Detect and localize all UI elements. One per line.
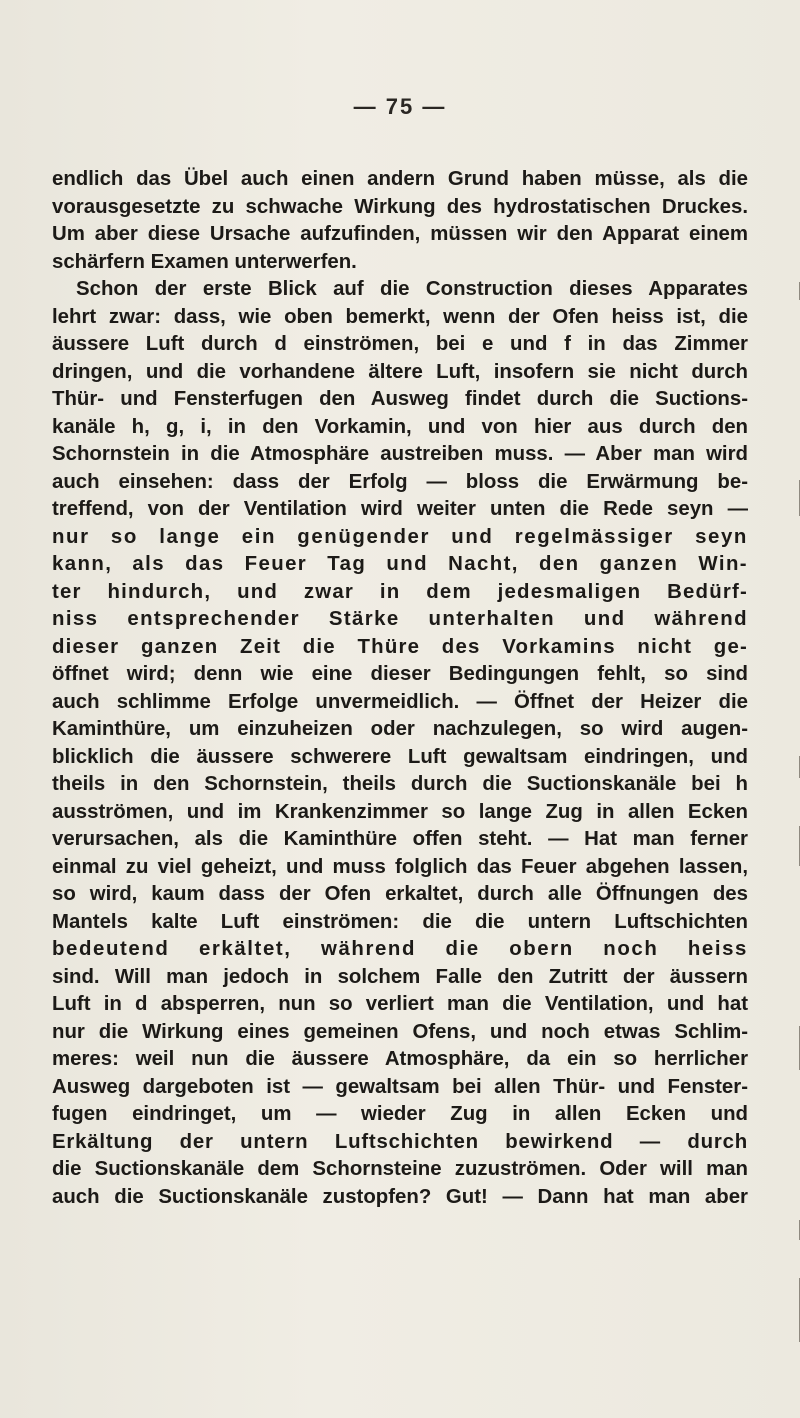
text-line: auch die Suctionskanäle zustopfen? Gut! — Dann hat man aber — [52, 1185, 748, 1208]
gutter-mark — [793, 1220, 800, 1240]
text-line: Erkältung der untern Luftschichten bewirkend — durch — [52, 1130, 748, 1153]
text-line: theils in den Schornstein, theils durch die Suctionskanäle bei h — [52, 773, 748, 795]
text-line: Kaminthüre, um einzuheizen oder nachzulegen, so wird augen- — [52, 718, 748, 740]
text-line: nur so lange ein genügender und regelmässiger seyn — [52, 525, 748, 548]
text-line: öffnet wird; denn wie eine dieser Bedingungen fehlt, so sind — [52, 663, 748, 685]
text-line: ter hindurch, und zwar in dem jedesmaligen Bedürf- — [52, 580, 748, 603]
text-line: endlich das Übel auch einen andern Grund haben müsse, als die — [52, 168, 748, 190]
gutter-mark — [793, 1278, 800, 1342]
text-line: lehrt zwar: dass, wie oben bemerkt, wenn der Ofen heiss ist, die — [52, 305, 748, 328]
text-line: die Suctionskanäle dem Schornsteine zuzuströmen. Oder will man — [52, 1158, 748, 1180]
gutter-mark — [793, 480, 800, 516]
text-line: Mantels kalte Luft einströmen: die die untern Luftschichten — [52, 910, 748, 933]
text-line: dringen, und die vorhandene ältere Luft, insofern sie nicht durch — [52, 360, 748, 383]
text-line: Thür- und Fensterfugen den Ausweg findet durch die Suctions- — [52, 388, 748, 410]
text-line: ausströmen, und im Krankenzimmer so lange Zug in allen Ecken — [52, 800, 748, 823]
text-line: blicklich die äussere schwerere Luft gewaltsam eindringen, und — [52, 745, 748, 768]
text-line: äussere Luft durch d einströmen, bei e und f in das Zimmer — [52, 333, 748, 355]
text-line: kann, als das Feuer Tag und Nacht, den ganzen Win- — [52, 553, 748, 575]
text-line: verursachen, als die Kaminthüre offen steht. — Hat man ferner — [52, 828, 748, 850]
page-number: — 75 — — [353, 94, 447, 119]
gutter-mark — [793, 1026, 800, 1070]
text-line: meres: weil nun die äussere Atmosphäre, da ein so herrlicher — [52, 1048, 748, 1070]
text-line: kanäle h, g, i, in den Vorkamin, und von hier aus durch den — [52, 415, 748, 438]
text-line: auch einsehen: dass der Erfolg — bloss die Erwärmung be- — [52, 470, 748, 493]
body-text — [52, 166, 748, 1211]
gutter-mark — [793, 826, 800, 866]
text-line: Um aber diese Ursache aufzufinden, müssen wir den Apparat einem — [52, 223, 748, 245]
text-line: so wird, kaum dass der Ofen erkaltet, durch alle Öffnungen des — [52, 883, 748, 905]
text-line: bedeutend erkältet, während die obern noch heiss — [52, 938, 748, 960]
gutter-mark — [793, 756, 800, 778]
text-line: niss entsprechender Stärke unterhalten und während — [52, 608, 748, 630]
text-line: schärfern Examen unterwerfen. — [52, 250, 357, 273]
text-line: fugen eindringet, um — wieder Zug in allen Ecken und — [52, 1103, 748, 1125]
text-line: Schon der erste Blick auf die Construction dieses Apparates — [76, 278, 748, 300]
text-line: nur die Wirkung eines gemeinen Ofens, und noch etwas Schlim- — [52, 1020, 748, 1043]
gutter-mark — [793, 282, 800, 300]
text-line: Ausweg dargeboten ist — gewaltsam bei allen Thür- und Fenster- — [52, 1075, 748, 1098]
text-line: Schornstein in die Atmosphäre austreiben muss. — Aber man wird — [52, 443, 748, 465]
text-line: auch schlimme Erfolge unvermeidlich. — Öffnet der Heizer die — [52, 690, 748, 713]
text-line: vorausgesetzte zu schwache Wirkung des hydrostatischen Druckes. — [52, 195, 748, 218]
text-line: Luft in d absperren, nun so verliert man die Ventilation, und hat — [52, 993, 748, 1015]
text-line: dieser ganzen Zeit die Thüre des Vorkamins nicht ge- — [52, 635, 748, 658]
text-line: treffend, von der Ventilation wird weiter unten die Rede seyn — — [52, 498, 748, 520]
text-line: sind. Will man jedoch in solchem Falle den Zutritt der äussern — [52, 965, 748, 988]
text-line: einmal zu viel geheizt, und muss folglich das Feuer abgehen lassen, — [52, 855, 748, 878]
